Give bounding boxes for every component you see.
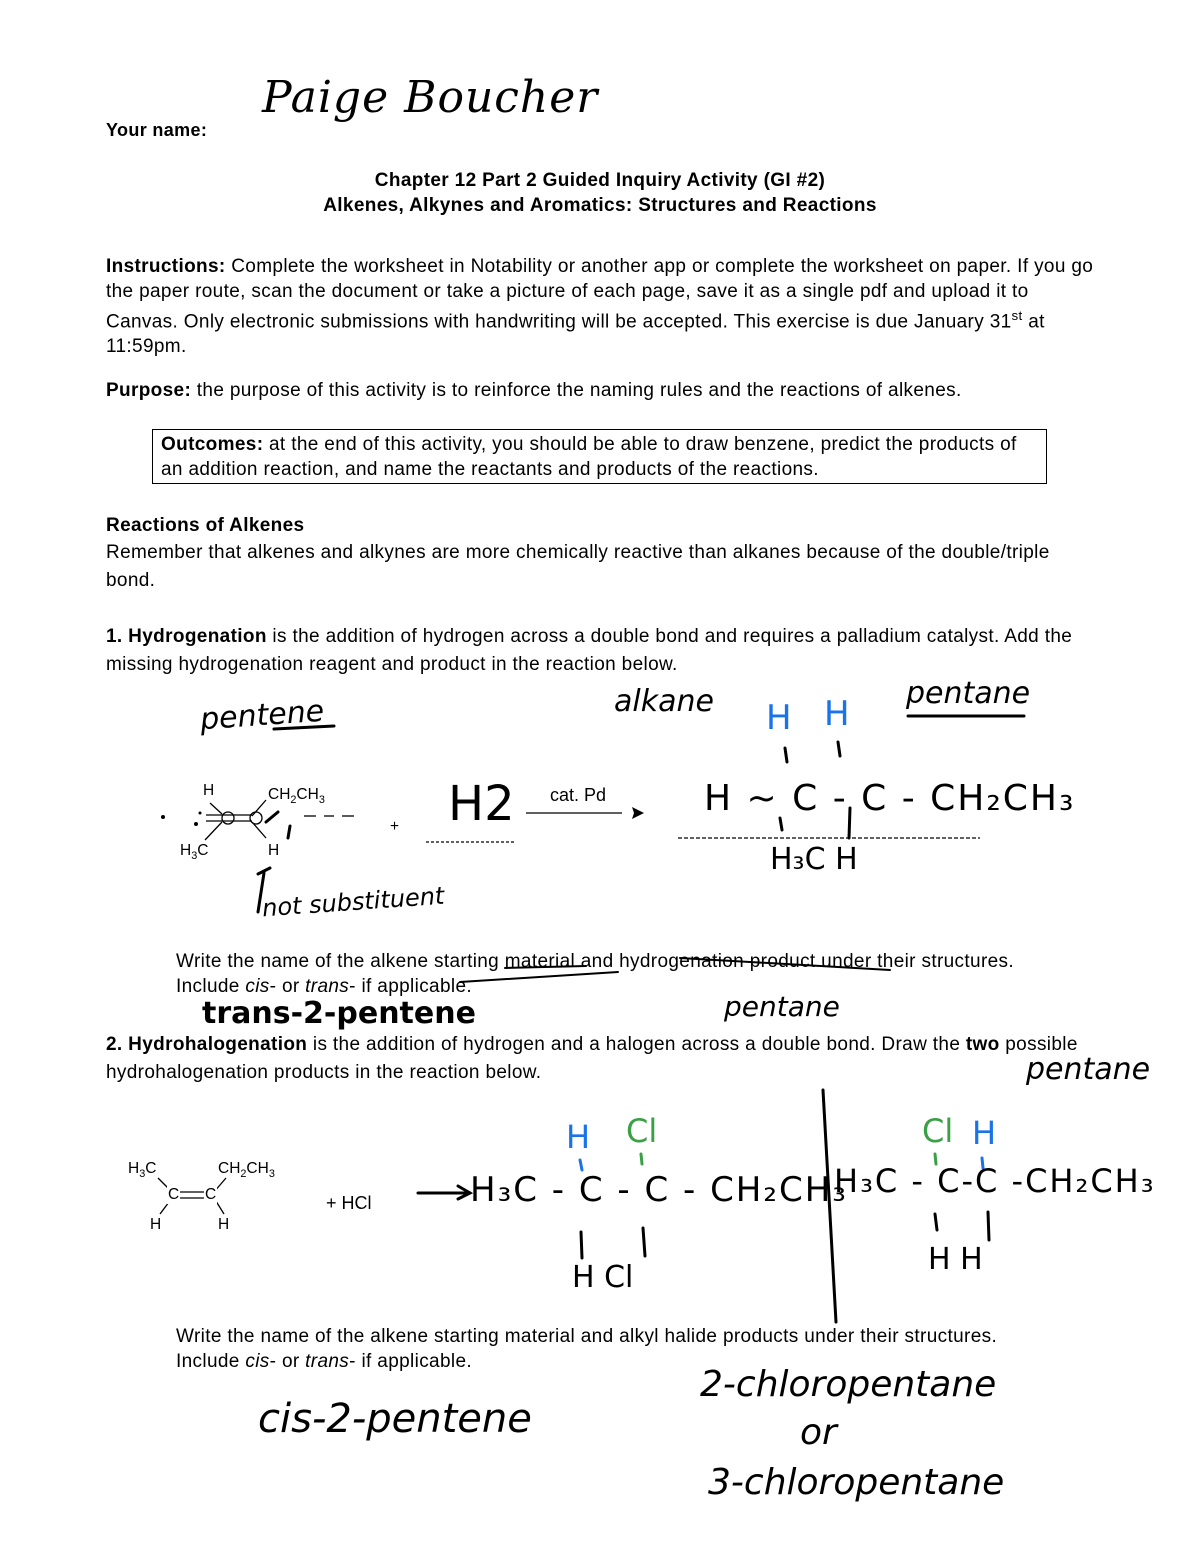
q1-text: is the addition of hydrogen across a double bond and requires a palladium catalyst. Add the missing hydrogenation reagent and product in the reaction below. <box>106 626 1073 675</box>
hw-q2-blue-h-1: H <box>566 1118 591 1156</box>
q1-plus: + <box>390 818 400 835</box>
hw-q1-product-h3c: H₃C H <box>770 842 858 877</box>
hw-q2-blue-h-2: H <box>972 1114 997 1152</box>
hw-q2-green-cl-2: Cl <box>922 1112 954 1150</box>
outcomes-text: at the end of this activity, you should be able to draw benzene, predict the products of an addition reaction, and name the reactants and products of the reactions. <box>161 434 1017 480</box>
arrow-head-icon <box>632 807 644 819</box>
hw-q1-reactant-top: pentene <box>198 693 326 738</box>
q2-atom-h-right: H <box>218 1216 230 1233</box>
q2-label: 2. Hydrohalogenation <box>106 1034 308 1055</box>
instructions-sup: st <box>1011 308 1023 323</box>
purpose-label: Purpose: <box>106 380 192 401</box>
instructions-text: Complete the worksheet in Notability or another app or complete the worksheet on paper. If you go the paper route, scan the document or take a picture of each page, save it as a single pdf and upload it to Canvas. Only electronic submissions with handwriting will be accepted. This exercise is due January 31 <box>106 256 1094 333</box>
q2-atom-h-left: H <box>150 1216 162 1233</box>
hw-q2-top: pentane <box>1026 1052 1151 1087</box>
outcomes-label: Outcomes: <box>161 434 264 455</box>
purpose-text: the purpose of this activity is to reinforce the naming rules and the reactions of alkenes. <box>191 380 962 401</box>
hw-q2-product-2-h: H H <box>928 1242 983 1277</box>
instructions-text-end: at 11:59pm. <box>106 311 1045 357</box>
hw-q2-product-1: H₃C - C - C - CH₂CH₃ <box>470 1170 848 1210</box>
hw-q1-reagent: H2 <box>448 776 515 832</box>
section-heading: Reactions of Alkenes <box>106 515 305 536</box>
hw-q1-product-top-b: pentane <box>906 676 1031 711</box>
hw-blue-h-1: H <box>766 698 792 738</box>
hw-q2-product-2-name: 3-chloropentane <box>708 1462 1005 1503</box>
hw-q2-product-2: H₃C - C-C -CH₂CH₃ <box>834 1162 1156 1200</box>
hw-q1-product-top-a: alkane <box>614 684 714 719</box>
q1-prompt: Write the name of the alkene starting material and hydrogenation product under their structures. Include cis- or trans- if applicable. <box>176 951 1015 997</box>
page-title: Chapter 12 Part 2 Guided Inquiry Activity (GI #2) <box>374 170 826 191</box>
q1-label: 1. Hydrogenation <box>106 626 267 647</box>
instructions-label: Instructions: <box>106 256 226 277</box>
hw-q1-reactant-name: trans-2-pentene <box>202 996 476 1031</box>
q2-atom-ch2ch3: $CH_2CH_3$ <box>218 1160 275 1181</box>
handwritten-name: Paige Boucher <box>262 72 599 123</box>
q1-catalyst: cat. Pd <box>550 785 607 805</box>
hw-q1-note: not substituent <box>261 881 446 923</box>
hw-q1-product-name: pentane <box>724 990 840 1023</box>
hw-q2-reactant-name: cis-2-pentene <box>258 1396 532 1442</box>
hw-q1-product-chain: H ~ C - C - CH₂CH₃ <box>704 778 1076 819</box>
hw-q2-product-1-h: H Cl <box>572 1260 634 1295</box>
q2-reagent: + HCl <box>326 1193 372 1213</box>
hw-q2-or: or <box>800 1412 837 1453</box>
q2-prompt: Write the name of the alkene starting material and alkyl halide products under their structures. Include cis- or trans- if applicable. <box>176 1326 998 1372</box>
q1-atom-ch2ch3: $CH_2CH_3$ <box>268 786 325 807</box>
q2-atom-h3c: $H_3C$ <box>128 1160 157 1181</box>
hw-q2-product-1-name: 2-chloropentane <box>700 1364 997 1405</box>
q1-atom-h3c: $H_3C$ <box>180 842 209 863</box>
hw-blue-h-2: H <box>824 694 850 734</box>
q2-paragraph: 2. Hydrohalogenation is the addition of hydrogen and a halogen across a double bond. Draw the two possible hydrohalogenation products in the reaction below. <box>106 1034 1078 1083</box>
q1-atom-h-top: H <box>203 782 215 799</box>
q1-atom-h-bottom: H <box>268 842 280 859</box>
section-intro: Remember that alkenes and alkynes are more chemically reactive than alkanes because of the double/triple bond. <box>106 542 1050 591</box>
q2-atom-c-left: C <box>168 1186 180 1203</box>
page-subtitle: Alkenes, Alkynes and Aromatics: Structures and Reactions <box>323 195 877 216</box>
name-label: Your name: <box>106 120 208 140</box>
q2-atom-c-right: C <box>205 1186 217 1203</box>
hw-q2-green-cl-1: Cl <box>626 1112 658 1150</box>
